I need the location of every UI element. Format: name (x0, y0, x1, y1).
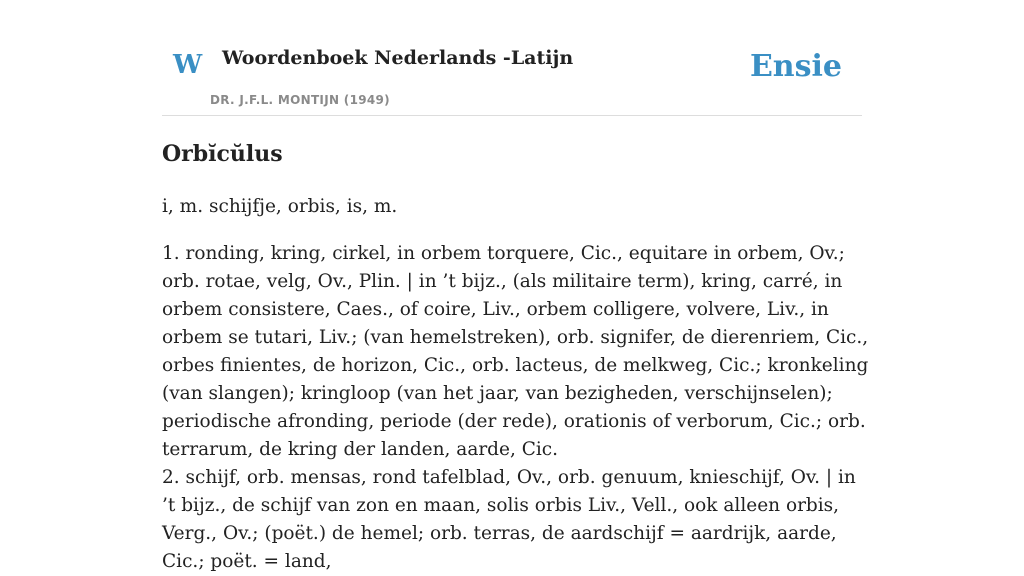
entry-body (162, 193, 872, 576)
entry-grammar: i, m. schijfje, orbis, is, m. (162, 196, 398, 217)
dictionary-title[interactable]: Woordenboek Nederlands -Latijn (222, 47, 574, 69)
entry-sense-1: 1. ronding, kring, cirkel, in orbem torquere, Cic., equitare in orbem, Ov.; orb. rotae, velg, Ov., Plin. | in ’t bijz., (als militaire term), kring, carré, in orbem consistere, Caes., of coire, Liv., orbem colligere, volvere, Liv., in orbem se tutari, Liv.; (van hemelstreken), orb. signifer, de dierenriem, Cic., orbes finientes, de horizon, Cic., orb. lacteus, de melkweg, Cic.; kronkeling (van slangen); kringloop (van het jaar, van bezigheden, verschijnselen); periodische afronding, periode (der rede), orationis of verborum, Cic.; orb. terrarum, de kring der landen, aarde, Cic. (162, 243, 869, 460)
page-header (162, 0, 862, 116)
dictionary-logo-icon[interactable]: W (173, 50, 203, 80)
dictionary-page (162, 0, 869, 572)
brand-logo[interactable]: Ensie (749, 49, 842, 84)
entry-headword: Orbĭcŭlus (162, 141, 283, 167)
entry-sense-2: 2. schijf, orb. mensas, rond tafelblad, Ov., orb. genuum, knieschijf, Ov. | in ’t bijz., de schijf van zon en maan, solis orbis Liv., Vell., ook alleen orbis, Verg., Ov.; (poët.) de hemel; orb. terras, de aardschijf = aardrijk, aarde, Cic.; poët. = land, (162, 467, 856, 572)
dictionary-author: DR. J.F.L. MONTIJN (1949) (210, 93, 390, 107)
